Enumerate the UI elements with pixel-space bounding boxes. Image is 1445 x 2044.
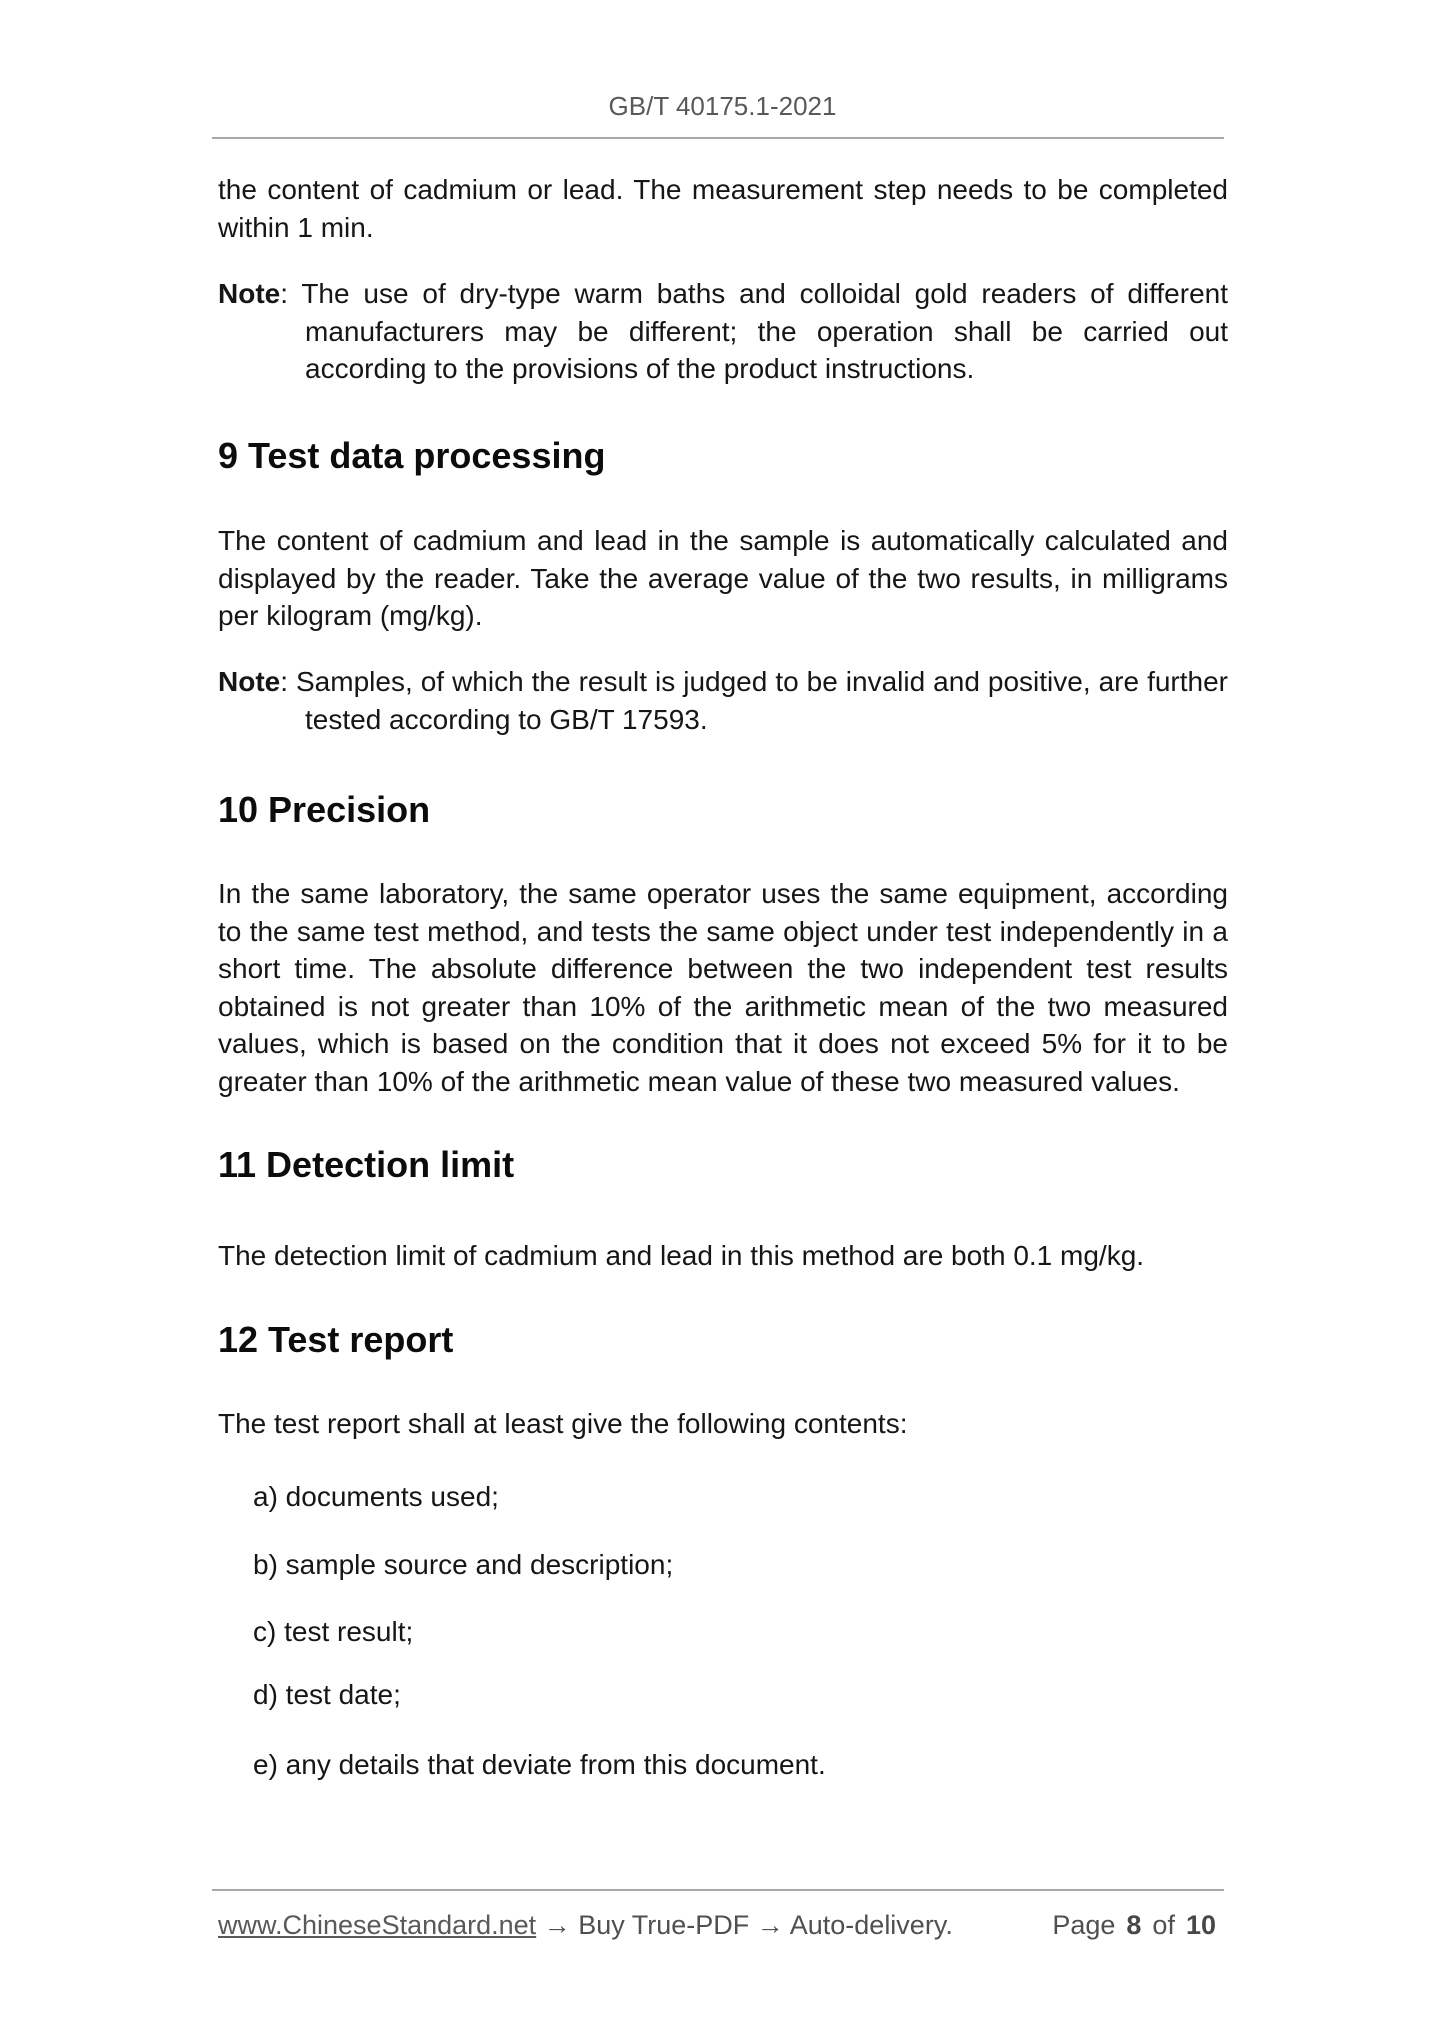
note-paragraph-1 xyxy=(218,275,1228,388)
header-divider xyxy=(212,137,1224,139)
footer-tagline: → Buy True-PDF → Auto-delivery. xyxy=(536,1910,953,1940)
paragraph-report-intro: The test report shall at least give the following contents: xyxy=(218,1408,908,1439)
note-label: Note xyxy=(218,666,281,697)
of-word: of xyxy=(1152,1910,1175,1940)
report-item-b: b) sample source and description; xyxy=(253,1549,674,1580)
note-text: : Samples, of which the result is judged to be invalid and positive, are further tested according to GB/T 17593. xyxy=(280,666,1228,735)
report-item-d: d) test date; xyxy=(253,1679,401,1710)
footer-source xyxy=(218,1908,953,1942)
report-item-c: c) test result; xyxy=(253,1616,414,1647)
paragraph-detection-limit: The detection limit of cadmium and lead in this method are both 0.1 mg/kg. xyxy=(218,1240,1145,1271)
footer xyxy=(218,1908,1228,1942)
heading-test-data-processing: 9 Test data processing xyxy=(218,435,606,476)
page-total: 10 xyxy=(1185,1910,1216,1940)
paragraph-continuation: the content of cadmium or lead. The measurement step needs to be completed within 1 min. xyxy=(218,174,1228,243)
header-doc-number: GB/T 40175.1-2021 xyxy=(608,91,837,121)
heading-test-report: 12 Test report xyxy=(218,1319,454,1360)
page-number: 8 xyxy=(1126,1910,1142,1940)
heading-precision: 10 Precision xyxy=(218,789,431,830)
paragraph-test-data: The content of cadmium and lead in the sample is automatically calculated and displayed by the reader. Take the average value of the two results, in milligrams per kilogram (mg/kg). xyxy=(218,525,1228,631)
page-word: Page xyxy=(1052,1910,1116,1940)
note-label: Note xyxy=(218,278,281,309)
website-link[interactable]: www.ChineseStandard.net xyxy=(218,1910,537,1940)
page-indicator xyxy=(1052,1908,1216,1942)
report-item-e: e) any details that deviate from this document. xyxy=(253,1749,826,1780)
note-text: : The use of dry-type warm baths and colloidal gold readers of different manufacturers may be different; the operation shall be carried out according to the provisions of the product instructions. xyxy=(280,278,1228,384)
note-paragraph-2 xyxy=(218,663,1228,738)
report-item-a: a) documents used; xyxy=(253,1481,499,1512)
paragraph-precision: In the same laboratory, the same operator uses the same equipment, according to the same test method, and tests the same object under test independently in a short time. The absolute difference between the two independent test results obtained is not greater than 10% of the arithmetic mean of the two measured values, which is based on the condition that it does not exceed 5% for it to be greater than 10% of the arithmetic mean value of these two measured values. xyxy=(218,878,1228,1097)
footer-divider xyxy=(212,1889,1224,1891)
heading-detection-limit: 11 Detection limit xyxy=(218,1144,515,1185)
